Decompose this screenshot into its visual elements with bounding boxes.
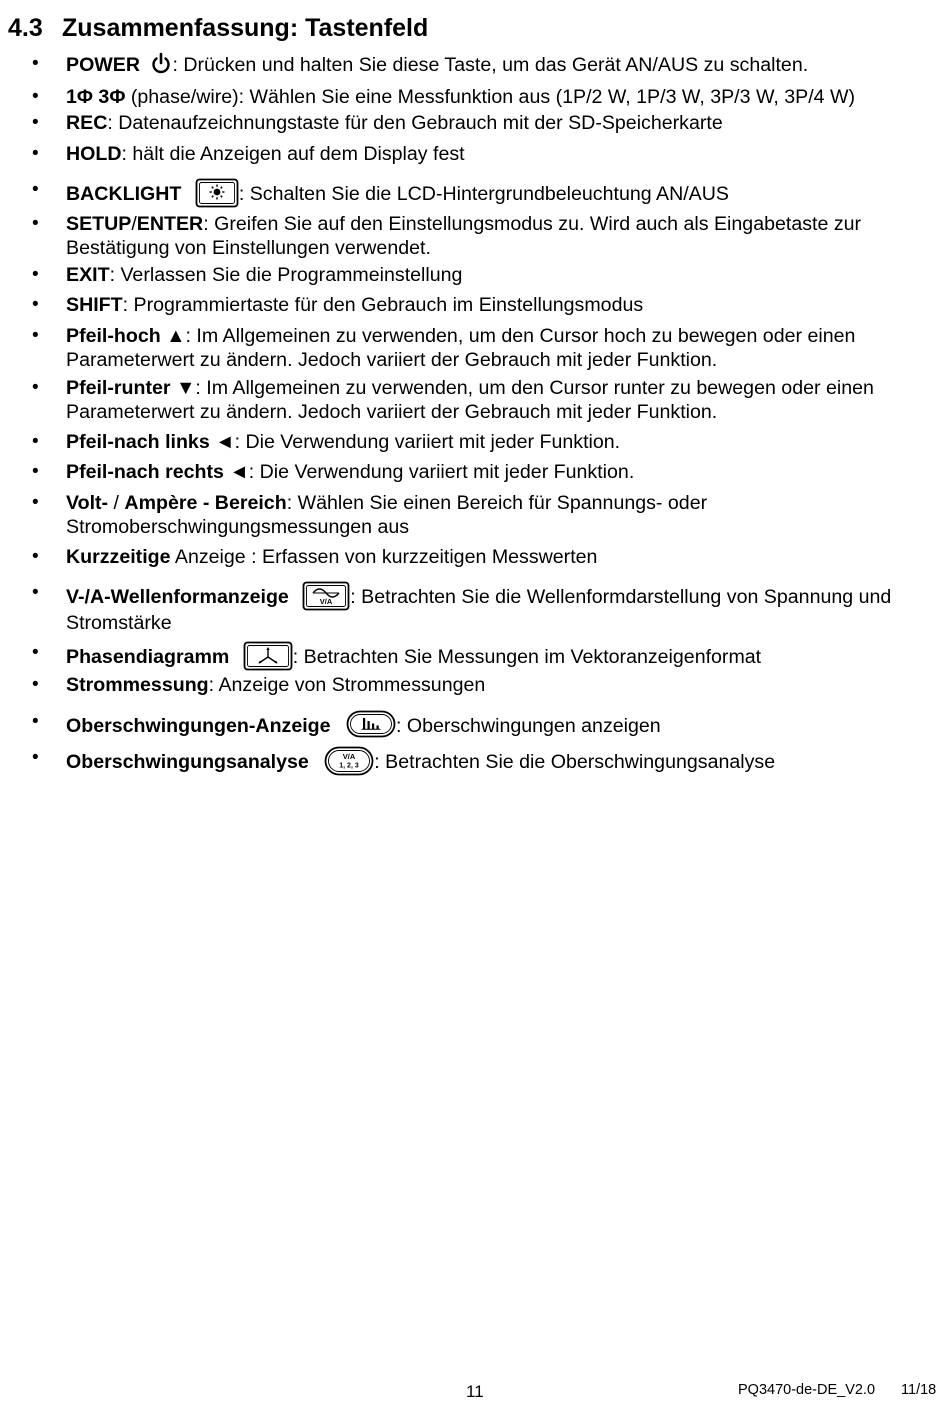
page-count: 11/18 xyxy=(901,1382,937,1398)
list-item-arrow-down xyxy=(0,376,950,430)
list-item-power xyxy=(0,52,950,80)
list-item-backlight xyxy=(0,173,950,207)
key-name: Oberschwingungen-Anzeige xyxy=(66,715,331,737)
key-name: HOLD xyxy=(66,143,122,165)
key-name: Volt- xyxy=(66,492,114,514)
item-text: : Oberschwingungen anzeigen xyxy=(396,715,661,737)
item-text: : Anzeige von Strommessungen xyxy=(208,674,486,696)
item-text: (phase/wire): Wählen Sie eine Messfunktion aus (1P/2 W, 1P/3 W, 3P/3 W, 3P/4 W) xyxy=(125,86,856,108)
backlight-icon xyxy=(195,178,239,208)
bullet: • xyxy=(32,492,39,513)
item-text: : Die Verwendung variiert mit jeder Funktion. xyxy=(234,431,621,453)
bullet: • xyxy=(32,86,39,107)
key-name: Ampère - Bereich xyxy=(124,492,287,514)
item-text: : Im Allgemeinen zu verwenden, um den Cursor runter zu bewegen oder einen Parameterwert zu ändern. Jedoch variiert der Gebrauch mit jeder Funktion. xyxy=(66,377,874,423)
list-item-arrow-right xyxy=(0,460,950,491)
key-name: POWER xyxy=(66,54,141,76)
bullet: • xyxy=(32,747,39,768)
bullet: • xyxy=(32,143,39,164)
bullet: • xyxy=(32,53,39,74)
bullet: • xyxy=(32,431,39,452)
bullet: • xyxy=(32,213,39,234)
item-text: : Wählen Sie einen Bereich für Spannungs- oder Stromoberschwingungsmessungen aus xyxy=(66,492,708,538)
list-item-arrow-up xyxy=(0,322,950,376)
list-item-arrow-left xyxy=(0,430,950,460)
item-text: : Betrachten Sie die Wellenformdarstellung von Spannung und Stromstärke xyxy=(66,586,892,634)
list-item-phasor xyxy=(0,639,950,673)
harmonics-analysis-icon xyxy=(324,746,374,776)
key-separator: / xyxy=(113,492,125,514)
key-name: Pfeil-runter ▼ xyxy=(66,377,196,399)
bullet: • xyxy=(32,642,39,663)
bullet: • xyxy=(32,294,39,315)
item-text: : Betrachten Sie die Oberschwingungsanalyse xyxy=(374,751,776,773)
phasor-icon xyxy=(243,641,293,671)
list-item-harmonics-analysis xyxy=(0,742,950,778)
section-heading xyxy=(8,14,428,43)
key-list xyxy=(0,52,950,778)
list-item-current xyxy=(0,673,950,706)
key-name: Pfeil-nach rechts ◄ xyxy=(66,461,249,483)
key-name: REC xyxy=(66,112,108,134)
key-name: Pfeil-nach links ◄ xyxy=(66,431,235,453)
list-item-exit xyxy=(0,261,950,292)
key-name: Oberschwingungsanalyse xyxy=(66,751,309,773)
item-text: Anzeige : Erfassen von kurzzeitigen Messwerten xyxy=(170,546,598,568)
power-icon xyxy=(150,52,172,76)
document-id: PQ3470-de-DE_V2.0 xyxy=(738,1382,876,1398)
key-name: Pfeil-hoch ▲ xyxy=(66,325,186,347)
bullet: • xyxy=(32,325,39,346)
bullet: • xyxy=(32,546,39,567)
item-text: : Greifen Sie auf den Einstellungsmodus zu. Wird auch als Eingabetaste zur Bestätigung von Einstellungen verwendet. xyxy=(66,213,862,259)
bullet: • xyxy=(32,461,39,482)
section-title: Zusammenfassung: Tastenfeld xyxy=(62,14,429,42)
bullet: • xyxy=(32,112,39,133)
waveform-icon xyxy=(302,581,350,611)
item-text: : Drücken und halten Sie diese Taste, um das Gerät AN/AUS zu schalten. xyxy=(172,54,809,76)
bullet: • xyxy=(32,711,39,732)
bullet: • xyxy=(32,179,39,200)
harmonics-bar-icon xyxy=(346,710,396,738)
item-text: : hält die Anzeigen auf dem Display fest xyxy=(121,143,465,165)
item-text: : Programmiertaste für den Gebrauch im Einstellungsmodus xyxy=(122,294,644,316)
waveform-icon-label: V/A xyxy=(320,597,333,606)
item-text: : Die Verwendung variiert mit jeder Funktion. xyxy=(248,461,635,483)
key-name: EXIT xyxy=(66,264,110,286)
item-text: : Schalten Sie die LCD-Hintergrundbeleuchtung AN/AUS xyxy=(238,183,729,205)
bullet: • xyxy=(32,674,39,695)
item-text: : Verlassen Sie die Programmeinstellung xyxy=(109,264,463,286)
harmonics-analysis-icon-label: V/A xyxy=(343,752,356,761)
bullet: • xyxy=(32,377,39,398)
list-item-harmonics-display xyxy=(0,706,950,742)
item-text: : Datenaufzeichnungstaste für den Gebrauch mit der SD-Speicherkarte xyxy=(107,112,723,134)
list-item-short-term xyxy=(0,545,950,579)
key-name: SHIFT xyxy=(66,294,123,316)
list-item-rec xyxy=(0,110,950,141)
document-footer xyxy=(738,1382,936,1398)
list-item-phase-wire xyxy=(0,80,950,110)
list-item-shift xyxy=(0,292,950,322)
key-name: BACKLIGHT xyxy=(66,183,182,205)
section-number: 4.3 xyxy=(8,14,43,42)
item-text: : Betrachten Sie Messungen im Vektoranzeigenformat xyxy=(292,646,762,668)
key-separator: / xyxy=(131,213,137,235)
key-name: Strommessung xyxy=(66,674,209,696)
harmonics-analysis-icon-sublabel: 1, 2, 3 xyxy=(339,762,360,770)
list-item-waveform xyxy=(0,579,950,639)
item-text: : Im Allgemeinen zu verwenden, um den Cursor hoch zu bewegen oder einen Parameterwert zu ändern. Jedoch variiert der Gebrauch mit jeder Funktion. xyxy=(66,325,856,371)
page-number: 11 xyxy=(466,1382,484,1401)
list-item-hold xyxy=(0,141,950,173)
key-name: 1Φ 3Φ xyxy=(66,86,126,108)
key-name: V-/A-Wellenformanzeige xyxy=(66,586,289,608)
key-name: Kurzzeitige xyxy=(66,546,171,568)
key-name: Phasendiagramm xyxy=(66,646,230,668)
key-name: ENTER xyxy=(136,213,204,235)
key-name: SETUP xyxy=(66,213,132,235)
list-item-range xyxy=(0,491,950,545)
bullet: • xyxy=(32,582,39,603)
bullet: • xyxy=(32,264,39,285)
list-item-setup-enter xyxy=(0,207,950,261)
